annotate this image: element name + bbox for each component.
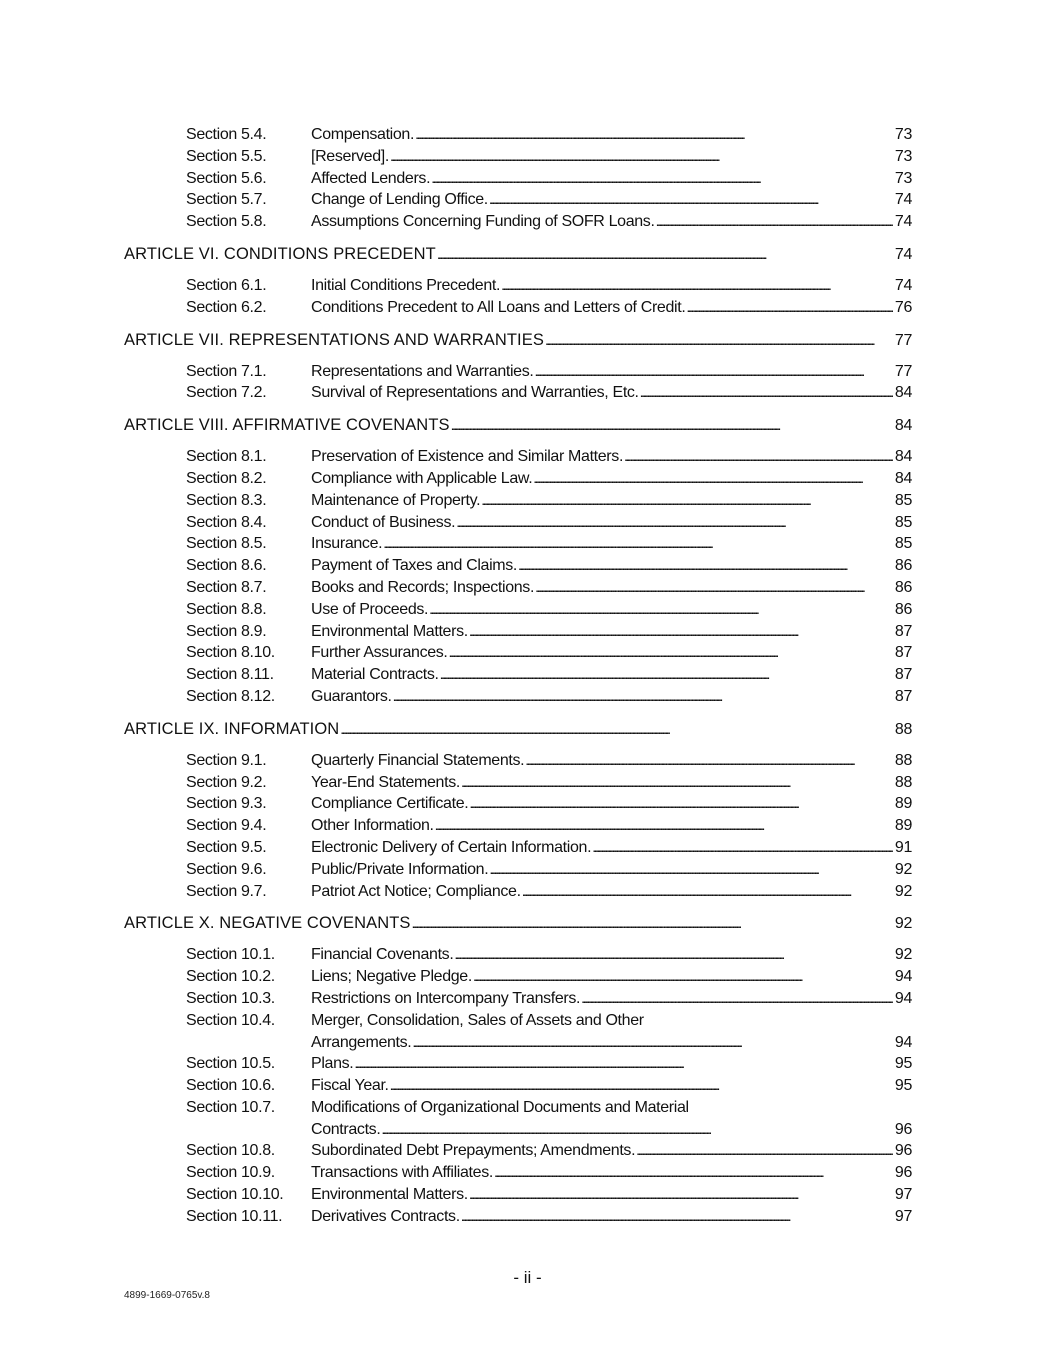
page-reference: 86 [894, 600, 912, 618]
page-reference: 74 [894, 245, 912, 263]
section-number: Section 8.9. [186, 622, 267, 640]
page-reference: 94 [894, 1033, 912, 1051]
dot-leader [522, 881, 893, 903]
dot-leader [340, 718, 893, 740]
article-title: ARTICLE VII. REPRESENTATIONS AND WARRANTIES [124, 330, 544, 349]
article-title: ARTICLE VIII. AFFIRMATIVE COVENANTS [124, 416, 450, 435]
section-title: Preservation of Existence and Similar Matters. [311, 448, 624, 466]
section-number: Section 6.2. [186, 298, 267, 316]
section-title: Public/Private Information. [311, 860, 489, 878]
section-number: Section 8.11. [186, 666, 274, 684]
section-number: Section 7.1. [186, 362, 267, 380]
toc-article-entry [124, 718, 912, 740]
section-title: Financial Covenants. [311, 946, 454, 964]
toc-section-entry [124, 189, 912, 211]
section-title: Electronic Delivery of Certain Information. [311, 838, 592, 856]
page-reference: 77 [894, 362, 912, 380]
section-title: Insurance. [311, 535, 383, 553]
table-of-contents [124, 124, 912, 1228]
page-reference: 84 [894, 448, 912, 466]
dot-leader [381, 1119, 892, 1141]
section-number: Section 9.2. [186, 773, 267, 791]
section-title: Year-End Statements. [311, 773, 460, 791]
dot-leader [489, 859, 893, 881]
section-number: Section 5.8. [186, 213, 267, 231]
toc-article-entry [124, 414, 912, 436]
toc-section-entry [124, 793, 912, 815]
toc-section-entry [124, 555, 912, 577]
dot-leader [518, 555, 893, 577]
section-title: Maintenance of Property. [311, 491, 481, 509]
toc-section-entry [124, 577, 912, 599]
dot-leader [545, 329, 893, 351]
section-title: Guarantors. [311, 687, 392, 705]
toc-section-entry [124, 621, 912, 643]
dot-leader [636, 1140, 893, 1162]
toc-section-entry [124, 1162, 912, 1184]
section-title: Subordinated Debt Prepayments; Amendments. [311, 1142, 636, 1160]
page-reference: 87 [894, 622, 912, 640]
page-reference: 85 [894, 513, 912, 531]
section-title: Books and Records; Inspections. [311, 578, 535, 596]
dot-leader [435, 815, 893, 837]
dot-leader [535, 577, 893, 599]
toc-section-entry [124, 881, 912, 903]
dot-leader [440, 664, 893, 686]
section-number: Section 10.7. [186, 1098, 275, 1116]
section-title: Survival of Representations and Warranties, Etc. [311, 384, 639, 402]
page-reference: 97 [894, 1186, 912, 1204]
dot-leader [451, 414, 893, 436]
page-reference: 77 [894, 331, 912, 349]
dot-leader [415, 124, 893, 146]
toc-section-entry [124, 1206, 912, 1228]
section-number: Section 5.7. [186, 191, 267, 209]
section-title: Further Assurances. [311, 644, 448, 662]
dot-leader [461, 772, 893, 794]
section-number: Section 5.5. [186, 147, 267, 165]
dot-leader [525, 750, 893, 772]
section-number: Section 8.10. [186, 644, 275, 662]
section-number: Section 8.4. [186, 513, 267, 531]
document-id: 4899-1669-0765v.8 [124, 1290, 210, 1301]
dot-leader [494, 1162, 893, 1184]
dot-leader [481, 490, 893, 512]
toc-section-entry [124, 211, 912, 233]
dot-leader [454, 944, 892, 966]
dot-leader [624, 446, 893, 468]
toc-section-entry [124, 446, 912, 468]
dot-leader [456, 512, 893, 534]
dot-leader [449, 642, 893, 664]
dot-leader [390, 1075, 893, 1097]
toc-section-entry [124, 988, 912, 1010]
toc-section-entry [124, 664, 912, 686]
section-number: Section 10.9. [186, 1164, 275, 1182]
toc-section-entry [124, 1184, 912, 1206]
page-reference: 87 [894, 687, 912, 705]
page-reference: 95 [894, 1077, 912, 1095]
section-number: Section 10.11. [186, 1207, 283, 1225]
section-number: Section 8.12. [186, 687, 275, 705]
section-title: Other Information. [311, 817, 434, 835]
page-reference: 96 [894, 1164, 912, 1182]
section-number: Section 7.2. [186, 384, 267, 402]
toc-section-entry [124, 1075, 912, 1097]
section-number: Section 10.6. [186, 1077, 275, 1095]
toc-section-entry [124, 297, 912, 319]
section-title: Conditions Precedent to All Loans and Letters of Credit. [311, 298, 686, 316]
section-title: Representations and Warranties. [311, 362, 534, 380]
dot-leader [533, 468, 893, 490]
section-number: Section 5.4. [186, 126, 267, 143]
dot-leader [640, 382, 893, 404]
section-title: Affected Lenders. [311, 169, 431, 187]
article-title: ARTICLE X. NEGATIVE COVENANTS [124, 914, 411, 933]
dot-leader [469, 621, 893, 643]
section-title-line: Modifications of Organizational Documents and Material [311, 1098, 689, 1116]
dot-leader [473, 966, 893, 988]
section-title-line: Merger, Consolidation, Sales of Assets and Other [311, 1011, 644, 1029]
section-number: Section 10.3. [186, 989, 275, 1007]
section-title: Use of Proceeds. [311, 600, 429, 618]
section-number: Section 9.4. [186, 817, 267, 835]
dot-leader [431, 168, 893, 190]
toc-article-entry [124, 243, 912, 265]
toc-section-entry [124, 772, 912, 794]
page-reference: 76 [894, 298, 912, 316]
dot-leader [686, 297, 892, 319]
section-title: Conduct of Business. [311, 513, 456, 531]
section-title: Derivatives Contracts. [311, 1207, 460, 1225]
dot-leader [393, 686, 893, 708]
dot-leader [581, 988, 893, 1010]
section-title: Assumptions Concerning Funding of SOFR Loans. [311, 213, 655, 231]
page-reference: 92 [894, 882, 912, 900]
section-number: Section 5.6. [186, 169, 267, 187]
dot-leader [383, 533, 893, 555]
section-title: Arrangements. [311, 1033, 412, 1051]
page-reference: 92 [894, 860, 912, 878]
page-reference: 89 [894, 795, 912, 813]
section-number: Section 9.5. [186, 838, 267, 856]
toc-article-entry [124, 912, 912, 934]
page-reference: 87 [894, 644, 912, 662]
section-number: Section 10.5. [186, 1055, 275, 1073]
page-reference: 85 [894, 491, 912, 509]
toc-section-entry [124, 750, 912, 772]
toc-section-entry [124, 361, 912, 383]
dot-leader [469, 1184, 893, 1206]
page-reference: 96 [894, 1142, 912, 1160]
section-title: Patriot Act Notice; Compliance. [311, 882, 521, 900]
toc-section-entry [124, 146, 912, 168]
section-number: Section 8.6. [186, 557, 267, 575]
page-reference: 94 [894, 968, 912, 986]
section-title: Liens; Negative Pledge. [311, 968, 472, 986]
toc-section-entry [124, 468, 912, 490]
page-number: - ii - [513, 1268, 542, 1287]
dot-leader [437, 243, 893, 265]
section-title: Compliance Certificate. [311, 795, 469, 813]
dot-leader [412, 1032, 893, 1054]
toc-section-entry [124, 686, 912, 708]
article-title: ARTICLE VI. CONDITIONS PRECEDENT [124, 244, 436, 263]
section-number: Section 8.7. [186, 578, 267, 596]
toc-section-entry [124, 815, 912, 837]
dot-leader [429, 599, 893, 621]
toc-section-entry [124, 490, 912, 512]
section-number: Section 9.6. [186, 860, 267, 878]
section-number: Section 10.2. [186, 968, 275, 986]
article-title: ARTICLE IX. INFORMATION [124, 719, 340, 738]
dot-leader [501, 275, 893, 297]
page-reference: 73 [894, 126, 912, 143]
section-number: Section 10.10. [186, 1186, 284, 1204]
toc-section-entry [124, 1053, 912, 1075]
page-reference: 74 [894, 191, 912, 209]
section-number: Section 9.3. [186, 795, 267, 813]
dot-leader [656, 211, 893, 233]
toc-section-entry [124, 859, 912, 881]
section-number: Section 9.7. [186, 882, 267, 900]
page-reference: 84 [894, 469, 912, 487]
page-reference: 92 [894, 946, 912, 964]
page-reference: 73 [894, 147, 912, 165]
toc-section-entry [124, 168, 912, 190]
dot-leader [534, 361, 892, 383]
dot-leader [354, 1053, 893, 1075]
toc-section-entry [124, 1097, 912, 1141]
page-reference: 84 [894, 417, 912, 435]
page-reference: 96 [894, 1120, 912, 1138]
toc-section-entry [124, 966, 912, 988]
section-title: Restrictions on Intercompany Transfers. [311, 989, 581, 1007]
toc-section-entry [124, 382, 912, 404]
section-title: Compliance with Applicable Law. [311, 469, 533, 487]
section-title: Plans. [311, 1055, 354, 1073]
dot-leader [489, 189, 893, 211]
page-reference: 74 [894, 276, 912, 294]
page-reference: 97 [894, 1207, 912, 1225]
toc-section-entry [124, 275, 912, 297]
section-number: Section 10.8. [186, 1142, 275, 1160]
dot-leader [461, 1206, 893, 1228]
section-number: Section 8.3. [186, 491, 267, 509]
page-reference: 86 [894, 557, 912, 575]
toc-section-entry [124, 124, 912, 146]
section-title: Environmental Matters. [311, 1186, 468, 1204]
section-title: Compensation. [311, 126, 415, 143]
toc-section-entry [124, 837, 912, 859]
section-number: Section 6.1. [186, 276, 267, 294]
page-reference: 94 [894, 989, 912, 1007]
section-title: Change of Lending Office. [311, 191, 488, 209]
page-reference: 88 [894, 751, 912, 769]
page-reference: 86 [894, 578, 912, 596]
dot-leader [592, 837, 893, 859]
dot-leader [412, 912, 893, 934]
page-reference: 87 [894, 666, 912, 684]
section-number: Section 9.1. [186, 751, 267, 769]
section-number: Section 10.4. [186, 1011, 275, 1029]
section-title: Initial Conditions Precedent. [311, 276, 501, 294]
toc-section-entry [124, 642, 912, 664]
page-reference: 74 [894, 213, 912, 231]
section-number: Section 8.2. [186, 469, 267, 487]
page-reference: 88 [894, 720, 912, 738]
toc-section-entry [124, 533, 912, 555]
section-title: Quarterly Financial Statements. [311, 751, 525, 769]
page-reference: 88 [894, 773, 912, 791]
section-number: Section 10.1. [186, 946, 275, 964]
page-reference: 91 [894, 838, 912, 856]
page-reference: 85 [894, 535, 912, 553]
page-reference: 95 [894, 1055, 912, 1073]
section-title: Material Contracts. [311, 666, 439, 684]
section-title: Contracts. [311, 1120, 381, 1138]
page-reference: 84 [894, 384, 912, 402]
toc-section-entry [124, 944, 912, 966]
toc-section-entry [124, 512, 912, 534]
section-title: [Reserved]. [311, 147, 389, 165]
dot-leader [390, 146, 893, 168]
toc-article-entry [124, 329, 912, 351]
toc-section-entry [124, 1010, 912, 1054]
section-title: Payment of Taxes and Claims. [311, 557, 518, 575]
section-title: Fiscal Year. [311, 1077, 389, 1095]
toc-section-entry [124, 599, 912, 621]
section-title: Environmental Matters. [311, 622, 468, 640]
dot-leader [469, 793, 893, 815]
section-number: Section 8.8. [186, 600, 267, 618]
toc-section-entry [124, 1140, 912, 1162]
section-number: Section 8.5. [186, 535, 267, 553]
page-reference: 89 [894, 817, 912, 835]
page-reference: 92 [894, 915, 912, 933]
section-number: Section 8.1. [186, 448, 267, 466]
section-title: Transactions with Affiliates. [311, 1164, 493, 1182]
page-reference: 73 [894, 169, 912, 187]
